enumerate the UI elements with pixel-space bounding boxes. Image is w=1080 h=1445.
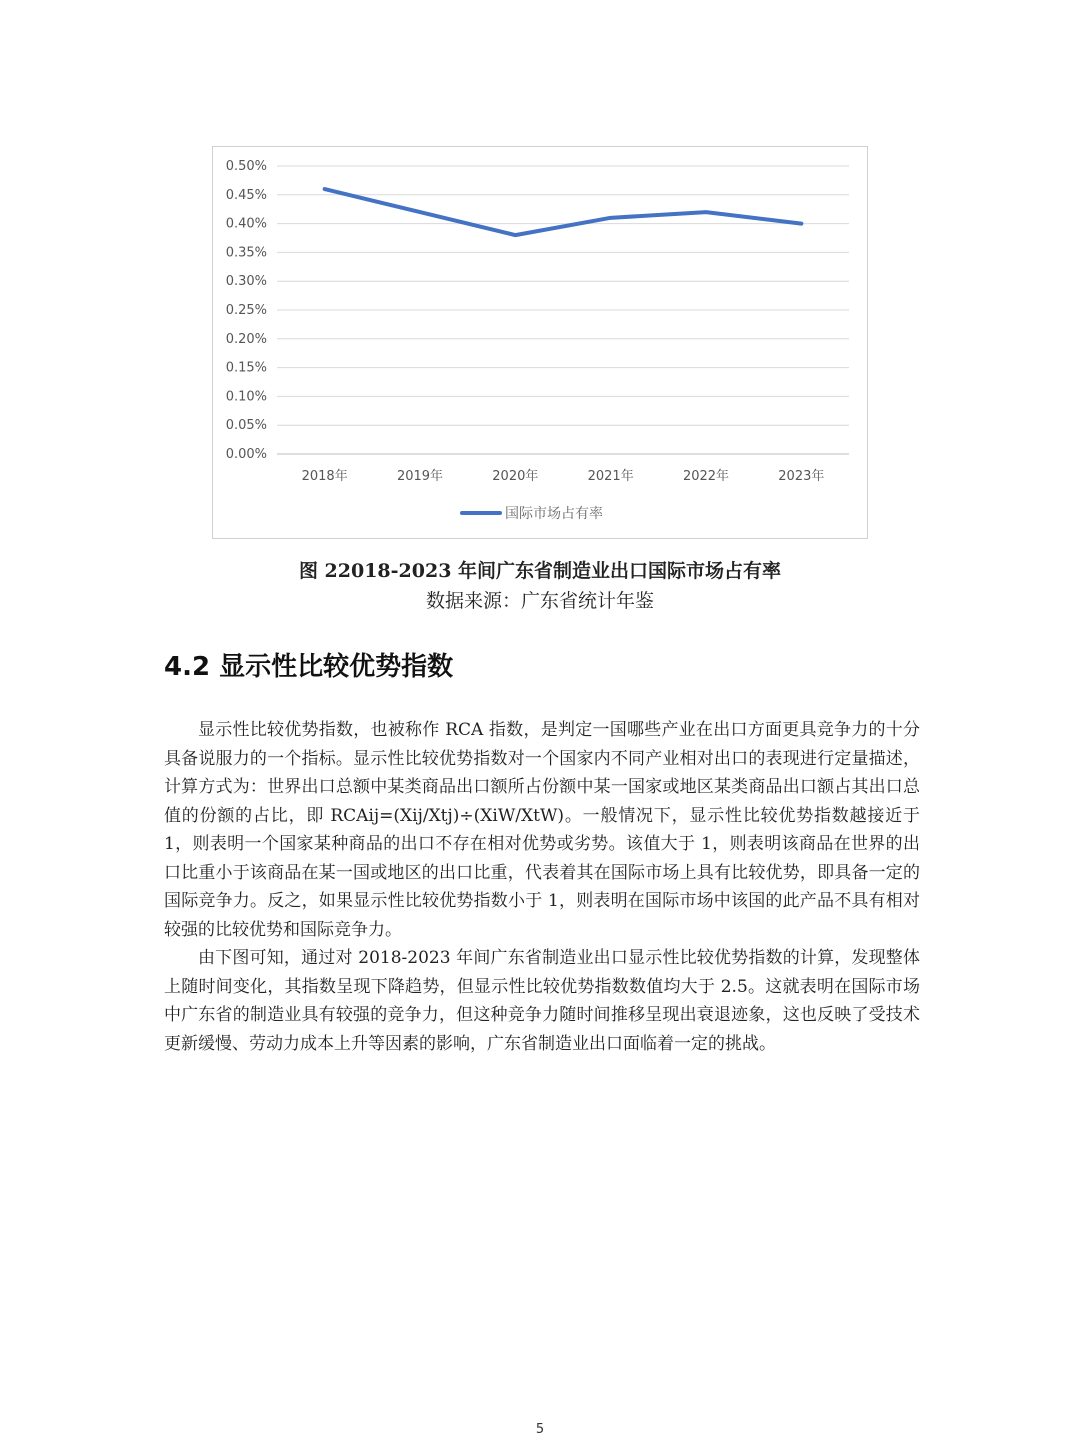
- y-tick-label: 0.45%: [225, 187, 267, 203]
- x-tick-label: 2022年: [682, 469, 730, 484]
- y-tick-label: 0.00%: [225, 447, 267, 462]
- x-tick-label: 2018年: [301, 469, 348, 484]
- x-tick-label: 2019年: [396, 469, 444, 484]
- y-tick-label: 0.25%: [225, 303, 267, 318]
- figure-source: 数据来源：广东省统计年鉴: [425, 590, 654, 612]
- gridlines: [277, 166, 849, 454]
- y-tick-label: 0.15%: [225, 360, 267, 376]
- x-tick-label: 2023年: [778, 469, 825, 484]
- y-tick-label: 0.35%: [225, 245, 267, 261]
- x-tick-label: 2021年: [587, 469, 634, 484]
- x-tick-label: 2020年: [492, 469, 539, 484]
- y-tick-label: 0.05%: [225, 418, 267, 434]
- y-tick-label: 0.40%: [225, 216, 267, 232]
- paragraph: 由下图可知，通过对 2018-2023 年间广东省制造业出口显示性比较优势指数的计算，发现整体上随时间变化，其指数呈现下降趋势，但显示性比较优势指数数值均大于 2.5。这就表明在国际市场中广东省的制造业具有较强的竞争力，但这种竞争力随时间推移呈现出衰退迹象，这也反映了受技术更新缓慢、劳动力成本上升等因素的影响，广东省制造业出口面临着一定的挑战。: [164, 948, 921, 1054]
- legend-label: 国际市场占有率: [505, 506, 603, 522]
- series-layer: [325, 189, 802, 235]
- chart-svg: [213, 147, 869, 540]
- y-axis-tick-labels: [226, 159, 267, 462]
- line-chart: [212, 146, 868, 539]
- series-line: [325, 189, 802, 235]
- figure-caption: 图 22018-2023 年间广东省制造业出口国际市场占有率: [298, 560, 782, 582]
- x-axis-tick-labels: [302, 468, 825, 484]
- section-body: [164, 716, 920, 1058]
- y-tick-label: 0.50%: [225, 159, 267, 174]
- legend: [462, 505, 603, 522]
- page-number: 5: [535, 1422, 545, 1437]
- y-tick-label: 0.20%: [225, 331, 267, 347]
- paragraph: 显示性比较优势指数，也被称作 RCA 指数，是判定一国哪些产业在出口方面更具竞争力的十分具备说服力的一个指标。显示性比较优势指数对一个国家内不同产业相对出口的表现进行定量描述，计算方式为：世界出口总额中某类商品出口额所占份额中某一国家或地区某类商品出口额占其出口总值的份额的占比，即 RCAij=(Xij/Xtj)÷(XiW/XtW)。一般情况下，显示性比较优势指数越接近于 1，则表明一个国家某种商品的出口不存在相对优势或劣势。该值大于 1，则表明该商品在世界的出口比重小于该商品在某一国或地区的出口比重，代表着其在国际市场上具有比较优势，即具备一定的国际竞争力。反之，如果显示性比较优势指数小于 1，则表明在国际市场中该国的此产品不具有相对较强的比较优势和国际竞争力。: [164, 720, 920, 940]
- y-tick-label: 0.30%: [225, 274, 267, 290]
- y-tick-label: 0.10%: [225, 389, 267, 405]
- section-heading: 4.2 显示性比较优势指数: [164, 652, 454, 682]
